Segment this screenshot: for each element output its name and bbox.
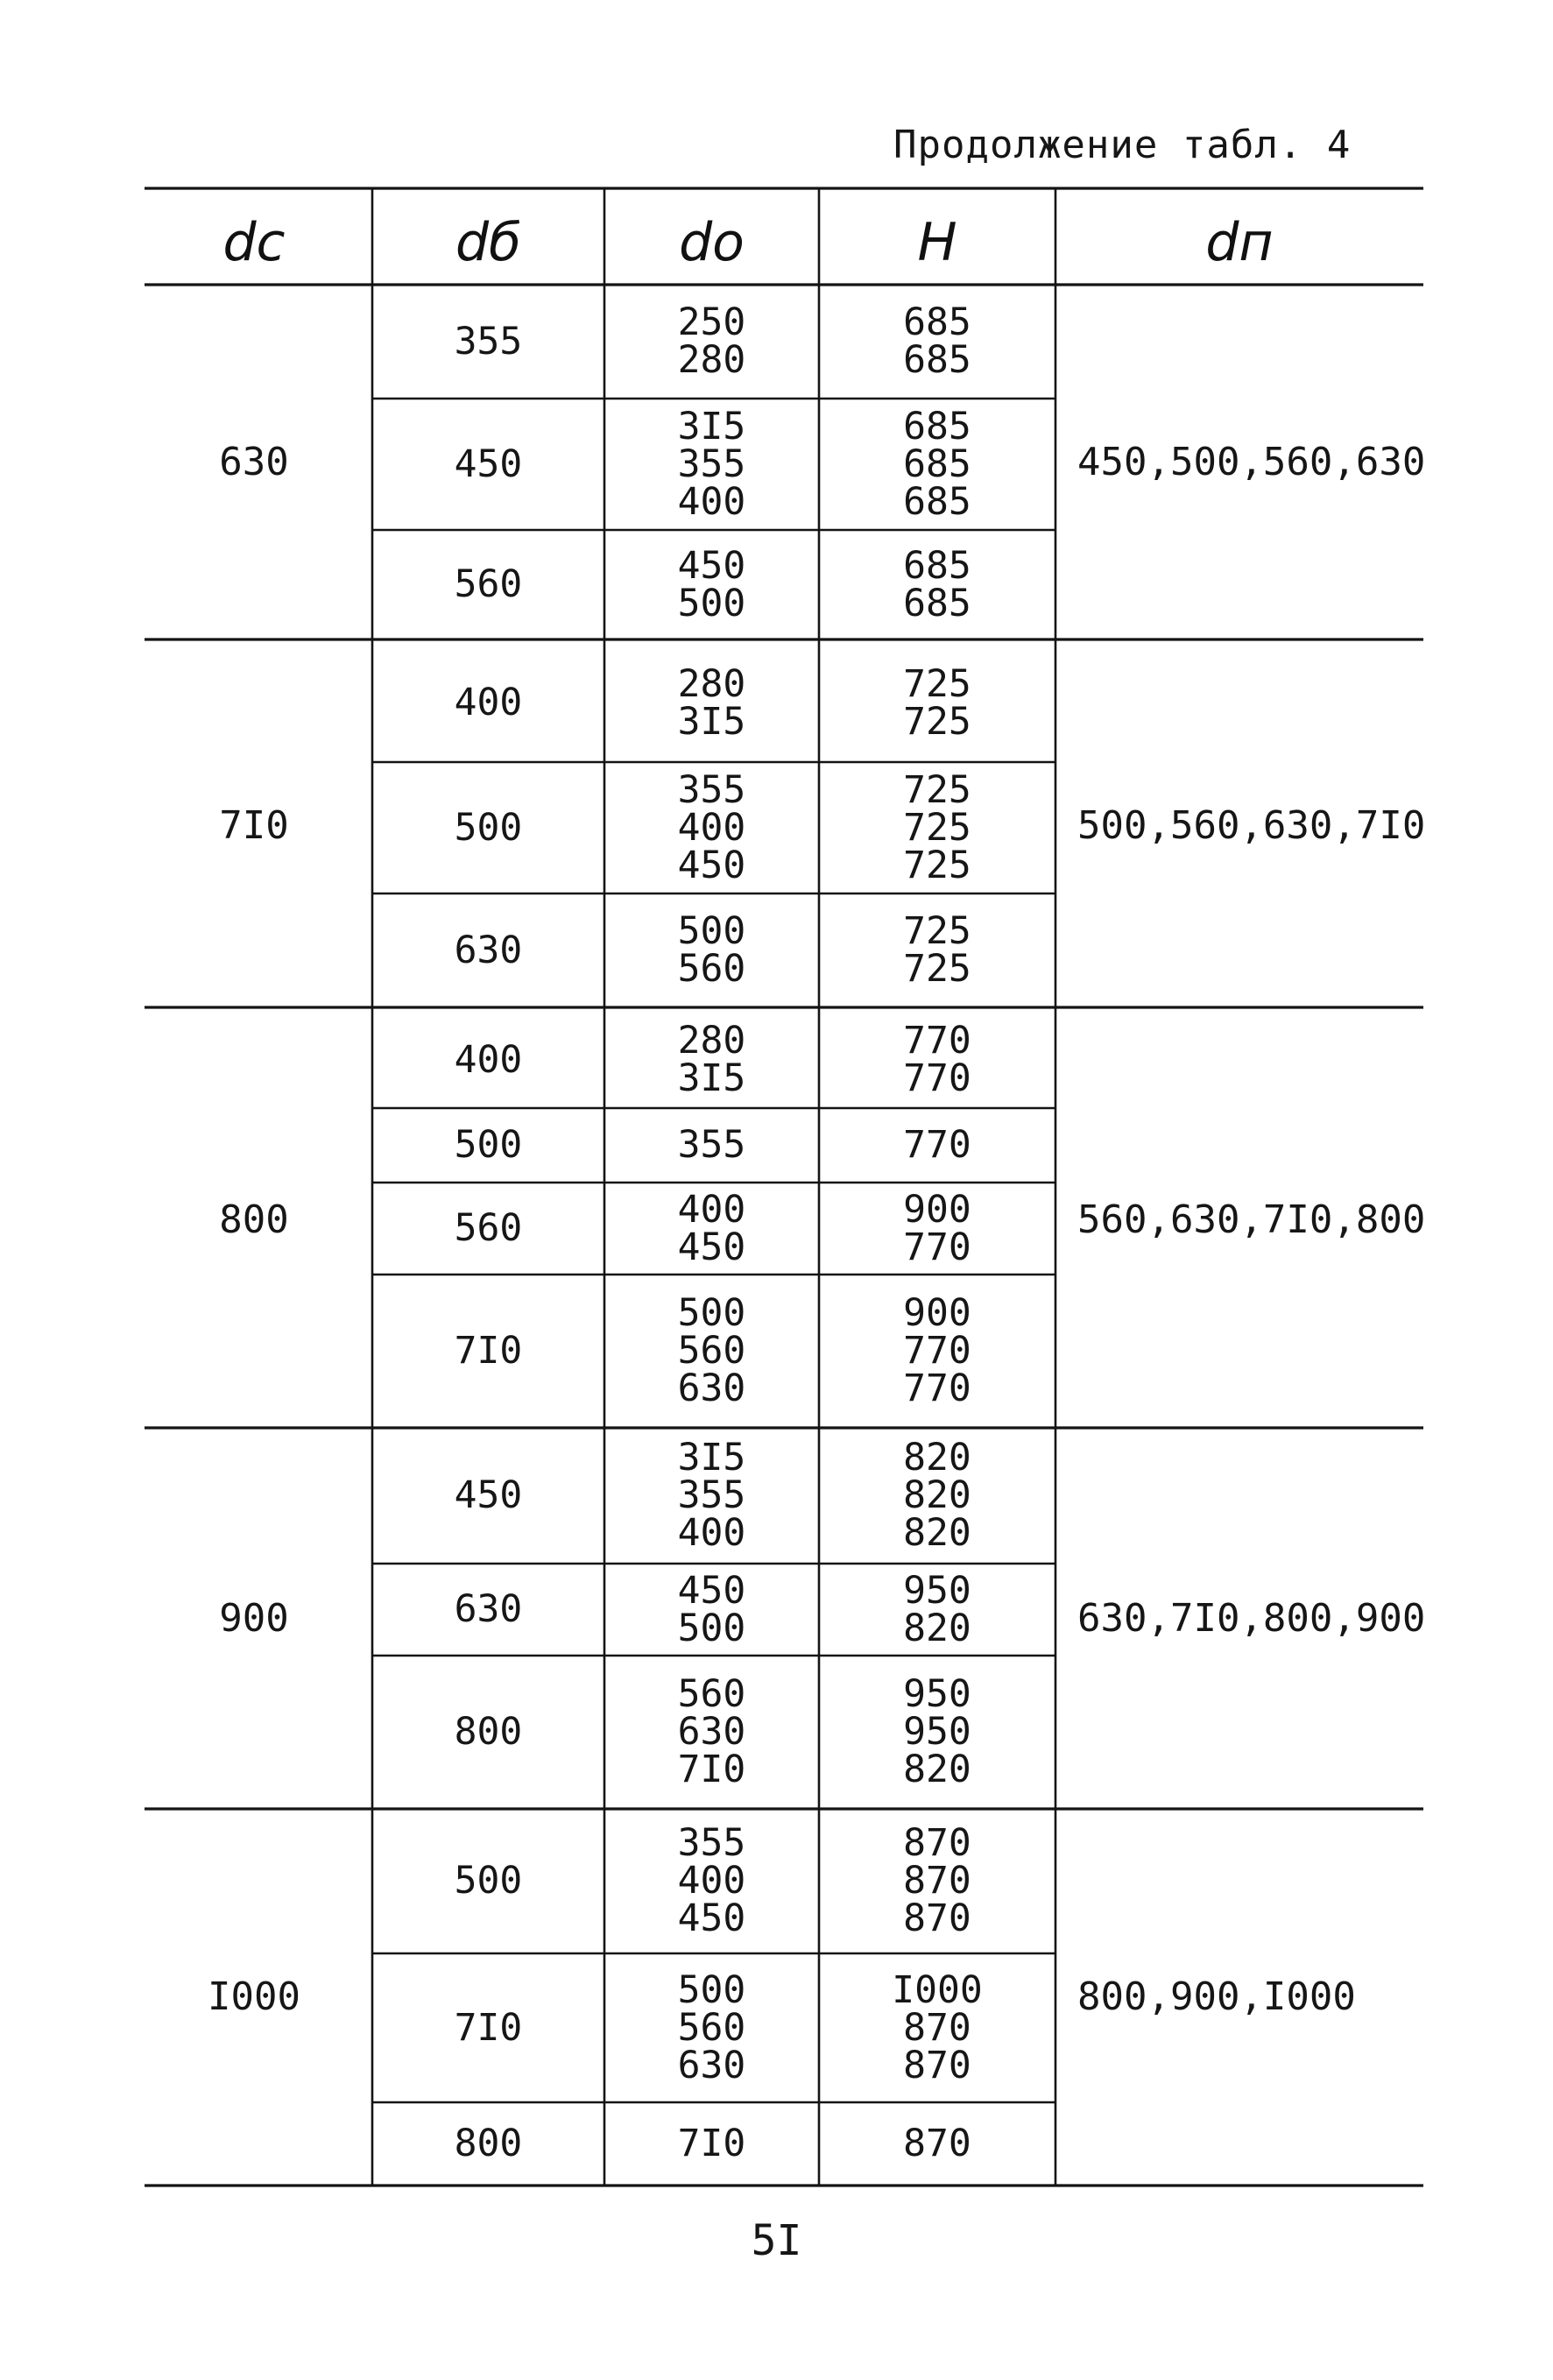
cell-value: 820	[903, 1748, 971, 1791]
cell-h	[819, 1428, 1055, 1564]
cell-value: I000	[892, 1967, 983, 2012]
cell-value: 400	[677, 1511, 746, 1555]
header-dp: dп	[1205, 212, 1274, 273]
cell-value: 250	[677, 300, 746, 344]
cell-value: 685	[903, 404, 971, 448]
cell-value: 450	[677, 1225, 746, 1269]
cell-value: 560	[677, 1672, 746, 1716]
cell-value: 870	[903, 2043, 971, 2087]
cell-value: 900	[903, 1187, 971, 1232]
cell-h	[819, 762, 1055, 893]
cell-value: 3I5	[677, 699, 746, 744]
cell-value: 3I5	[677, 404, 746, 448]
cell-value: 685	[903, 479, 971, 524]
cell-value: 3I5	[677, 1436, 746, 1480]
cell-value: 900	[903, 1291, 971, 1335]
cell-h	[819, 1275, 1055, 1428]
cell-value: 280	[677, 1019, 746, 1063]
cell-db: 800	[454, 2122, 523, 2165]
cell-value: 770	[903, 1019, 971, 1063]
cell-do	[604, 893, 819, 1007]
cell-do	[604, 1428, 819, 1564]
cell-do	[604, 1275, 819, 1428]
group-dp-values: 560,630,7I0,800	[1077, 1197, 1426, 1242]
cell-db: 400	[454, 1037, 523, 1082]
cell-h	[819, 399, 1055, 530]
cell-value: 770	[903, 1056, 971, 1100]
cell-value: 355	[677, 767, 746, 812]
cell-value: 725	[903, 767, 971, 812]
cell-do	[604, 2102, 819, 2186]
cell-value: 820	[903, 1511, 971, 1555]
cell-value: 630	[677, 1710, 746, 1754]
cell-do	[604, 1564, 819, 1656]
cell-value: 355	[677, 441, 746, 486]
cell-h	[819, 1108, 1055, 1183]
cell-db: 800	[454, 1710, 523, 1754]
group-dc-value: 7I0	[219, 802, 289, 848]
cell-value: 400	[677, 1187, 746, 1232]
cell-value: 500	[677, 1606, 746, 1650]
cell-db: 500	[454, 1859, 523, 1903]
cell-value: 685	[903, 543, 971, 588]
cell-do	[604, 762, 819, 893]
cell-value: 820	[903, 1606, 971, 1650]
cell-value: 280	[677, 661, 746, 706]
cell-value: 560	[677, 2005, 746, 2050]
cell-value: 450	[677, 1568, 746, 1613]
cell-h	[819, 644, 1055, 762]
cell-value: 725	[903, 909, 971, 953]
cell-h	[819, 1656, 1055, 1809]
cell-value: 7I0	[677, 1748, 746, 1791]
group-dc-value: I000	[208, 1974, 300, 2019]
group-dc-value: 800	[219, 1197, 289, 1242]
group-dp-values: 800,900,I000	[1077, 1974, 1356, 2019]
cell-value: 770	[903, 1329, 971, 1373]
cell-h	[819, 285, 1055, 399]
cell-h	[819, 1564, 1055, 1656]
table-caption: Продолжение табл. 4	[893, 123, 1352, 167]
cell-h	[819, 1183, 1055, 1275]
header-h: H	[917, 212, 957, 273]
cell-value: 770	[903, 1225, 971, 1269]
cell-db: 7I0	[454, 2005, 523, 2050]
cell-value: 500	[677, 581, 746, 625]
cell-h	[819, 893, 1055, 1007]
cell-value: 950	[903, 1568, 971, 1613]
cell-value: 685	[903, 338, 971, 382]
cell-db: 630	[454, 928, 523, 972]
group-dc-value: 900	[219, 1595, 289, 1641]
cell-value: 400	[677, 479, 746, 524]
cell-db: 355	[454, 319, 523, 364]
cell-value: 500	[677, 1291, 746, 1335]
cell-value: 450	[677, 843, 746, 887]
cell-db: 560	[454, 1206, 523, 1250]
cell-do	[604, 644, 819, 762]
cell-value: 770	[903, 1123, 971, 1167]
cell-db: 450	[454, 1473, 523, 1517]
cell-db: 500	[454, 1123, 523, 1167]
group-dp-values: 450,500,560,630	[1077, 439, 1426, 484]
group-dp-values: 500,560,630,7I0	[1077, 802, 1426, 848]
cell-value: 870	[903, 1859, 971, 1903]
group-dc-value: 630	[219, 439, 289, 484]
cell-do	[604, 1012, 819, 1108]
header-dc: dc	[222, 212, 286, 273]
cell-do	[604, 1809, 819, 1953]
cell-h	[819, 1809, 1055, 1953]
cell-db: 400	[454, 681, 523, 724]
cell-value: 450	[677, 543, 746, 588]
cell-value: 500	[677, 1967, 746, 2012]
cell-h	[819, 1953, 1055, 2102]
cell-value: 870	[903, 1896, 971, 1940]
cell-value: 355	[677, 1821, 746, 1865]
cell-value: 630	[677, 2043, 746, 2087]
cell-db: 7I0	[454, 1329, 523, 1373]
cell-value: 450	[677, 1896, 746, 1940]
cell-value: 355	[677, 1473, 746, 1517]
cell-value: 500	[677, 909, 746, 953]
cell-value: 355	[677, 1123, 746, 1167]
cell-db: 560	[454, 562, 523, 606]
cell-db: 630	[454, 1587, 523, 1631]
header-do: dо	[679, 212, 745, 273]
cell-db: 450	[454, 441, 523, 486]
cell-value: 870	[903, 1821, 971, 1865]
cell-value: 560	[677, 1329, 746, 1373]
cell-value: 870	[903, 2122, 971, 2165]
cell-do	[604, 399, 819, 530]
cell-value: 950	[903, 1710, 971, 1754]
cell-value: 950	[903, 1672, 971, 1716]
cell-do	[604, 285, 819, 399]
cell-value: 725	[903, 947, 971, 991]
cell-value: 685	[903, 300, 971, 344]
cell-value: 725	[903, 843, 971, 887]
cell-value: 685	[903, 581, 971, 625]
cell-value: 630	[677, 1367, 746, 1410]
cell-do	[604, 530, 819, 639]
cell-value: 820	[903, 1436, 971, 1480]
cell-do	[604, 1953, 819, 2102]
cell-value: 820	[903, 1473, 971, 1517]
page-number: 5I	[751, 2216, 802, 2265]
cell-value: 7I0	[677, 2122, 746, 2165]
cell-value: 725	[903, 805, 971, 850]
header-db: dб	[455, 212, 522, 273]
cell-db: 500	[454, 805, 523, 850]
cell-value: 400	[677, 805, 746, 850]
cell-value: 725	[903, 661, 971, 706]
cell-do	[604, 1656, 819, 1809]
cell-value: 400	[677, 1859, 746, 1903]
cell-value: 870	[903, 2005, 971, 2050]
cell-value: 280	[677, 338, 746, 382]
cell-do	[604, 1183, 819, 1275]
group-dp-values: 630,7I0,800,900	[1077, 1595, 1426, 1641]
cell-value: 725	[903, 699, 971, 744]
cell-h	[819, 2102, 1055, 2186]
cell-value: 770	[903, 1367, 971, 1410]
cell-value: 560	[677, 947, 746, 991]
cell-value: 3I5	[677, 1056, 746, 1100]
cell-do	[604, 1108, 819, 1183]
cell-h	[819, 530, 1055, 639]
cell-h	[819, 1012, 1055, 1108]
cell-value: 685	[903, 441, 971, 486]
